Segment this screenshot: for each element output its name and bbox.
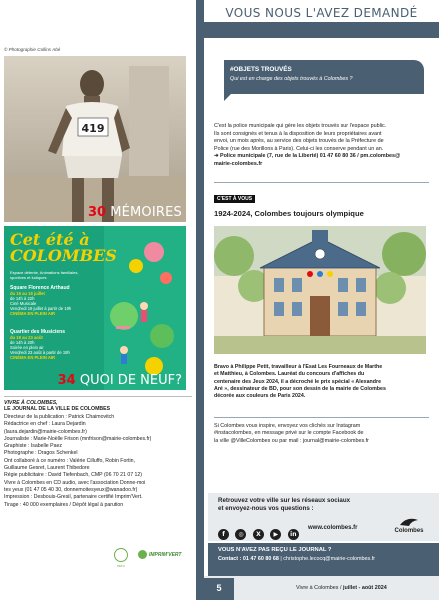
poster-hours-2: de 14h à 20h [10,340,35,345]
divider-bar: | [280,556,284,562]
quoi-de-neuf-page-number: 34 [57,373,76,388]
cest-a-vous-title: 1924-2024, Colombes toujours olympique [214,209,364,218]
poster-title: Cet été à COLOMBES [10,230,117,265]
question-bubble [224,60,424,94]
social-networks-box [208,493,439,541]
journal-contact-line [218,556,429,562]
town-hall-illustration [214,226,426,354]
imprint-line: tes yeux (01 47 05 40 30, donnemoitesyeux@wanadoo.fr) [4,486,138,493]
youtube-icon[interactable]: ▶ [270,529,281,540]
left-column [0,0,196,600]
imprint-line: Rédactrice en chef : Laura Dejardin [4,421,86,428]
journal-not-received-box [208,543,439,576]
poster-dates-2: du 19 au 23 août [10,335,43,340]
linkedin-icon[interactable]: in [288,529,299,540]
journal-contact-phone[interactable]: Contact : 01 47 60 80 68 [218,556,279,562]
caption-line: et Matthieu, à Colombes. Lauréat du concours d'affiches du [214,371,365,378]
footer-publication-name: Vivre à Colombes / [296,585,342,591]
imprint-title-1: VIVRE À COLOMBES, [4,400,58,406]
journal-not-received-title: VOUS N'AVEZ PAS REÇU LE JOURNAL ? [218,547,332,553]
quoi-de-neuf-section-tag[interactable] [58,373,182,388]
poster-block-square [10,286,82,316]
colombes-logo-label: Colombes [394,528,424,534]
imprint-line: Directeur de la publication : Patrick Chaimovitch [4,414,115,420]
leaf-icon [138,550,147,559]
page-number: 5 [204,578,234,600]
instagram-callout [214,423,429,445]
photo-credit: © Photographie Collins Abé [4,47,61,52]
town-hall-drawing[interactable] [214,226,426,354]
poster-cinema-1: CINÉMA EN PLEIN AIR [10,311,56,316]
poster-place-2: Quartier des Musiciens [10,329,66,335]
question-text: Qui est en charge des objets trouvés à Colombes ? [230,76,353,82]
instagram-callout-line[interactable]: #instacolombes, en message privé sur le compte Facebook de [214,430,364,437]
instagram-icon[interactable]: ◎ [235,529,246,540]
poster-extra-1: Ciné Musicale [10,301,37,306]
separator [214,182,429,183]
caption-line: Bravo à Philippe Petit, travailleur à l'Esat Les Fourneaux de Marthe [214,364,383,370]
footer-publication [296,585,387,591]
poster-place-1: Square Florence Arthaud [10,285,70,291]
facebook-icon[interactable]: f [218,529,229,540]
caption-line: décorée aux couleurs de Paris 2024. [214,393,306,400]
imprim-vert-logo [138,550,182,559]
answer-contact-email[interactable]: mairie-colombes.fr [214,160,263,167]
instagram-callout-line[interactable]: la ville @VilleColombes ou par mail : journal@mairie-colombes.fr [214,437,369,444]
drawing-caption [214,364,426,400]
separator [214,417,429,418]
poster-subtitle: Espace détente, Animations familiales, sportives et ludiques [10,270,79,280]
x-icon[interactable]: X [253,529,264,540]
colombes-logo[interactable] [389,517,429,534]
memoires-section-tag[interactable] [88,205,182,220]
answer-text [214,123,424,168]
arrow-icon: ➜ [214,153,221,159]
section-banner-title: VOUS NOUS L'AVEZ DEMANDÉ [225,6,418,20]
athlete-illustration [4,56,186,222]
imprint-line: Graphiste : Isabelle Paez [4,443,62,450]
poster-dates-1: du 15 au 18 juillet [10,291,45,296]
poster-event-2: Vendredi 23 août à partir de 19h [10,350,70,355]
answer-line: Police (rue des Morillons à Paris). Celui-ci les conserve pendant un an. [214,145,384,152]
section-banner-bar [204,22,439,38]
answer-line: envoi, un mois après, au service des objets trouvés de la Préfecture de [214,138,384,144]
answer-line: Ils sont consignés et tenus à la disposition de leurs propriétaires avant [214,130,382,137]
answer-line: C'est la police municipale qui gère les objets trouvés sur l'espace public. [214,123,387,129]
answer-contact-1: Police municipale (7, rue de la Liberté) 01 47 60 80 36 / pm.colombes@ [220,153,401,159]
dove-icon [399,517,419,527]
cest-a-vous-tag: C'EST À VOUS [214,195,255,203]
poster-block-musiciens [10,330,82,360]
pefc-logo-label: PEFC [116,564,125,568]
imprint-line: Vivre à Colombes en CD audio, avec l'association Donne-moi [4,479,146,486]
bib-number: 419 [81,122,105,135]
section-banner [204,0,439,22]
memoires-label: MÉMOIRES [110,205,182,220]
imprint-line: Photographe : Dragos Schenkel [4,450,78,457]
poster-extra-2: Soirée en plein air [10,345,44,350]
caption-line: centenaire des Jeux 2024, il a décroché le prix spécial « Alexandre [214,378,382,385]
social-title-1: Retrouvez votre ville sur les réseaux sociaux [218,497,351,504]
imprint-box [4,396,192,509]
journal-contact-email[interactable]: christophe.lecocq@mairie-colombes.fr [283,556,375,562]
imprint-line[interactable]: (laura.dejardin@mairie-colombes.fr) [4,428,87,435]
quoi-de-neuf-label: QUOI DE NEUF? [79,373,182,388]
imprim-vert-label: IMPRIM'VERT [149,551,182,558]
archive-athlete-photo[interactable] [4,56,186,222]
question-hashtag: #OBJETS TROUVÉS [230,66,292,73]
imprint-line: Ont collaboré à ce numéro : Valérie Cilluffo, Robin Fortin, [4,457,135,464]
instagram-callout-line: Si Colombes vous inspire, envoyez vos clichés sur Instagram [214,423,361,429]
right-column [204,0,439,600]
imprint-line: Impression : Desbouis-Gresil, partenaire certifié Imprim'Vert. [4,494,143,501]
question-bubble-tail [224,94,231,101]
imprint-line: Régie publicitaire : David Tiefenbach, CMP (06 70 21 07 12) [4,472,143,479]
imprint-title-2: LE JOURNAL DE LA VILLE DE COLOMBES [4,406,111,412]
social-title-2: et envoyez-nous vos questions : [218,504,314,512]
footer-date: juillet - août 2024 [342,585,387,591]
poster-cinema-2: CINÉMA EN PLEIN AIR [10,355,56,360]
certification-logos [110,548,190,568]
caption-line: Aré », dessinateur de BD, pour son dessin de la mairie de Colombes [214,385,386,392]
imprint-line[interactable]: Journaliste : Marie-Noëlle Frison (mnfrison@mairie-colombes.fr) [4,435,152,442]
social-icons [218,523,301,538]
imprint-line: Tirage : 40 000 exemplaires / Dépôt légal à parution [4,501,124,508]
memoires-page-number: 30 [87,205,107,220]
website-link[interactable]: www.colombes.fr [308,525,358,531]
poster-event-1: Vendredi 19 juillet à partir de 19h [10,306,72,311]
pefc-logo [114,548,128,568]
answer-contact-line[interactable] [214,153,424,161]
poster-hours-1: de 14h à 22h [10,296,35,301]
column-divider [196,0,204,600]
imprint-line: Guillaume Gesret, Laurent Thibedore [4,465,90,472]
summer-event-poster[interactable] [4,226,186,390]
